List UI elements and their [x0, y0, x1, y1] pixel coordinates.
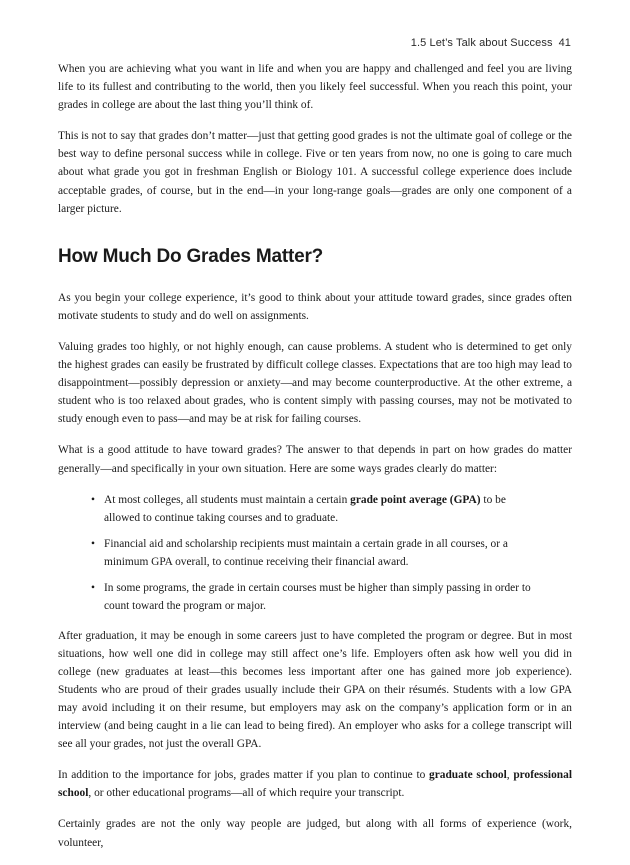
- bullet-list: [58, 491, 572, 615]
- paragraph: Certainly grades are not the only way people are judged, but along with all forms of experience (work, volunteer,: [58, 818, 572, 849]
- list-item: [91, 579, 572, 615]
- running-header: [411, 37, 571, 49]
- paragraph: As you begin your college experience, it’s good to think about your attitude toward grades, since grades often motivate students to study and do well on assignments.: [58, 291, 572, 322]
- section-heading: How Much Do Grades Matter?: [58, 245, 324, 267]
- key-term: grade point average (GPA): [350, 493, 481, 506]
- paragraph: When you are achieving what you want in life and when you are happy and challenged and feel you are living life to its fullest and contributing to the world, then you likely feel successful. When you reach this point, your grades in college are about the last thing you’ll think of.: [58, 63, 572, 112]
- paragraph: After graduation, it may be enough in some careers just to have completed the program or degree. But in most situations, how well one did in college may still affect one’s life. Employers often ask how well you did in college (new graduates at least—this becomes less important after one has gained more job experience). Students who are proud of their grades usually include their GPA on their résumés. Students with a low GPA may avoid including it on their resume, but employers may ask on the company’s application form or in an interview (and being caught in a lie can lead to being fired). An employer who asks for a college transcript will see all your grades, not just the overall GPA.: [58, 629, 572, 751]
- paragraph: This is not to say that grades don’t matter—just that getting good grades is not the ultimate goal of college or the best way to define personal success while in college. Five or ten years from now, no one is going to care much about what grade you got in freshman English or Biology 101. A successful college experience does include acceptable grades, of course, but in the end—in your long-range goals—grades are only one component of a larger picture.: [58, 130, 572, 215]
- list-item: [91, 535, 572, 571]
- bullet-icon: •: [91, 537, 95, 550]
- list-item: [91, 491, 572, 527]
- key-term: professional school: [58, 769, 572, 800]
- bullet-icon: •: [91, 493, 95, 506]
- paragraph: What is a good attitude to have toward grades? The answer to that depends in part on how grades do matter generally—and specifically in your own situation. Here are some ways grades clearly do matter:: [58, 444, 572, 475]
- paragraph: [58, 766, 572, 802]
- paragraph-text: , or other educational programs—all of which require your transcript.: [88, 787, 405, 800]
- paragraph: Valuing grades too highly, or not highly enough, can cause problems. A student who is determined to get only the highest grades can easily be frustrated by difficult college classes. Expectations that are too high may lead to disappointment—possibly depression or anxiety—and may become counterproductive. At the other extreme, a student who is too relaxed about grades, who is content simply with passing courses, may not be motivated to study enough even to pass—and may be at risk for failing courses.: [58, 340, 572, 426]
- paragraph-text: ,: [506, 769, 514, 782]
- key-term: graduate school: [429, 769, 507, 782]
- list-item-text: to be allowed to continue taking courses and to graduate.: [104, 493, 506, 524]
- section-title: 1.5 Let’s Talk about Success: [410, 37, 553, 49]
- page-number: 41: [558, 37, 571, 49]
- bullet-icon: •: [91, 581, 95, 594]
- list-item-text: In some programs, the grade in certain courses must be higher than simply passing in order to count toward the program or major.: [104, 581, 531, 612]
- page-content: [58, 60, 572, 865]
- list-item-text: At most colleges, all students must maintain a certain: [104, 493, 351, 506]
- paragraph-text: In addition to the importance for jobs, grades matter if you plan to continue to: [58, 769, 430, 782]
- list-item-text: Financial aid and scholarship recipients must maintain a certain grade in all courses, or a minimum GPA overall, to continue receiving their financial award.: [104, 537, 508, 568]
